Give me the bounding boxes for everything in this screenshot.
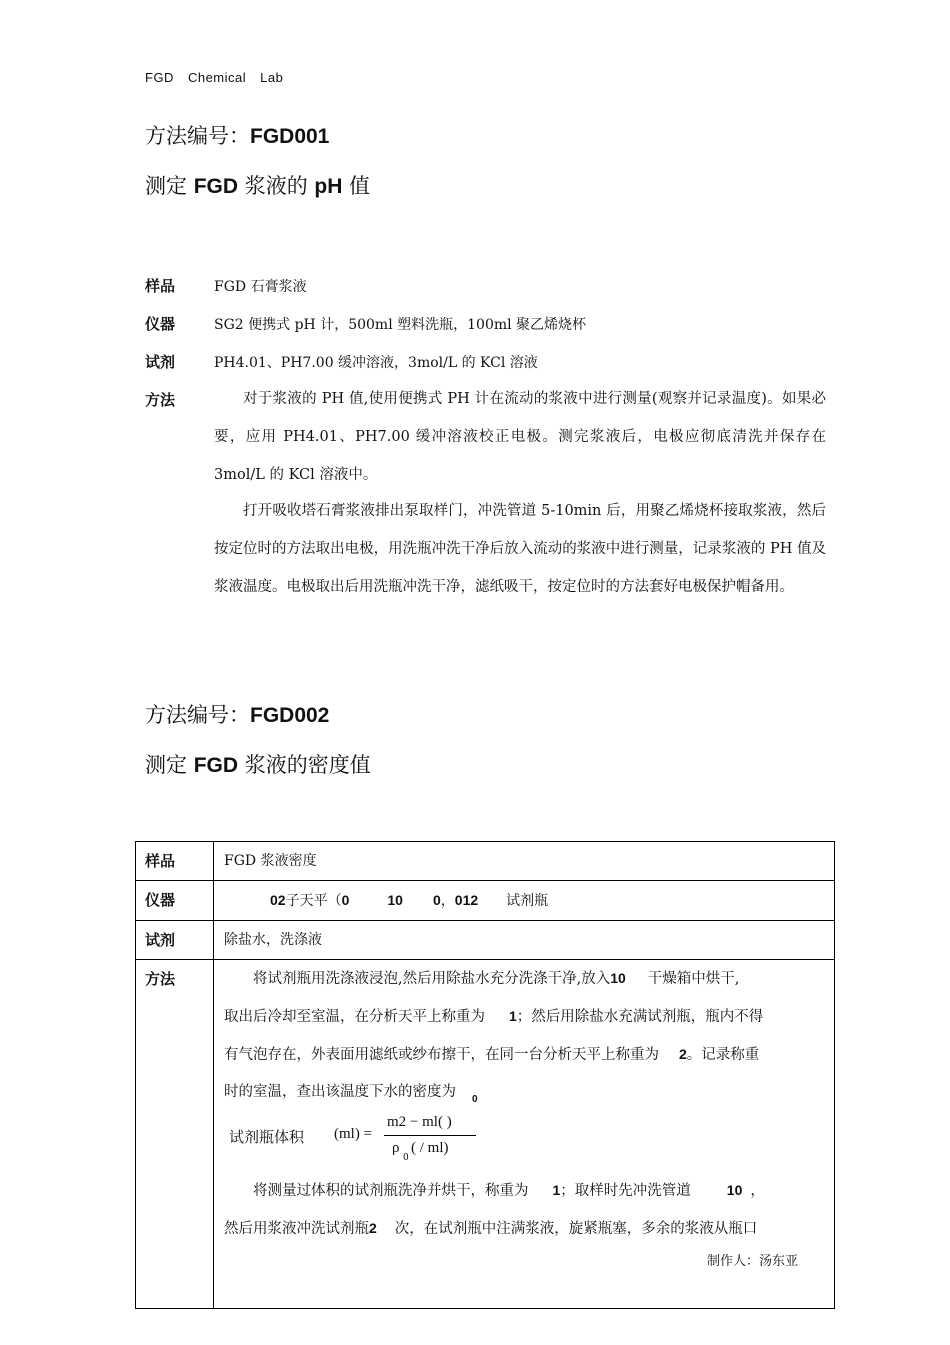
instr-part: ， bbox=[440, 893, 455, 909]
header-word: Lab bbox=[260, 70, 284, 85]
method-line bbox=[224, 1074, 826, 1118]
header-word: FGD bbox=[145, 70, 174, 85]
text-span: 将试剂瓶用洗涤液浸泡,然后用除盐水充分洗涤干净,放入 bbox=[253, 971, 611, 987]
method1-subtitle bbox=[145, 170, 370, 200]
method2-code: FGD002 bbox=[250, 704, 330, 727]
method1-reagent-value: PH4.01、PH7.00 缓冲溶液，3mol/L 的 KCl 溶液 bbox=[214, 355, 538, 371]
table-row bbox=[136, 881, 835, 921]
subtitle-part: FGD bbox=[193, 175, 239, 198]
method2-instrument-value bbox=[214, 881, 835, 921]
table-row bbox=[136, 921, 835, 960]
method1-sample-label: 样品 bbox=[145, 277, 176, 295]
text-span: 次，在试剂瓶中注满浆液，旋紧瓶塞，多余的浆液从瓶口 bbox=[394, 1221, 758, 1237]
subtitle-part: 测定 bbox=[145, 753, 194, 777]
instr-part: 10 bbox=[387, 892, 403, 908]
method1-code-title bbox=[145, 120, 329, 150]
text-span: 然后用浆液冲洗试剂瓶 bbox=[224, 1221, 369, 1237]
instr-part: 试剂瓶 bbox=[506, 893, 549, 909]
method1-code: FGD001 bbox=[250, 125, 330, 148]
method2-method-label: 方法 bbox=[136, 960, 214, 1309]
text-span: 有气泡存在，外表面用滤纸或纱布擦干，在同一台分析天平上称重为 bbox=[224, 1047, 659, 1063]
text-span: ；然后用除盐水充满试剂瓶，瓶内不得 bbox=[516, 1009, 764, 1025]
text-span: 10 bbox=[726, 1182, 743, 1198]
text-span: 。记录称重 bbox=[686, 1047, 760, 1063]
formula-subscript: 0 bbox=[403, 1153, 409, 1163]
method2-code-prefix: 方法编号： bbox=[145, 703, 250, 727]
formula-denominator: ( / ml) bbox=[411, 1140, 449, 1156]
formula-lhs: (ml) = bbox=[334, 1126, 373, 1142]
method1-code-prefix: 方法编号： bbox=[145, 124, 250, 148]
instr-part: 子天平（ bbox=[285, 893, 342, 909]
subtitle-part: 值 bbox=[342, 174, 371, 198]
table-row bbox=[136, 842, 835, 881]
method-line bbox=[224, 998, 826, 1036]
text-span: ；取样时先冲洗管道 bbox=[560, 1183, 691, 1199]
method2-code-title bbox=[145, 699, 329, 729]
method-line bbox=[224, 1036, 826, 1074]
method2-sample-value: FGD 浆液密度 bbox=[214, 842, 835, 881]
method1-method-label: 方法 bbox=[145, 391, 176, 409]
method2-subtitle bbox=[145, 749, 371, 779]
text-span: 0 bbox=[472, 1094, 478, 1105]
text-span: 2 bbox=[679, 1046, 687, 1062]
method2-sample-label: 样品 bbox=[136, 842, 214, 881]
subtitle-part: FGD bbox=[193, 754, 239, 777]
subtitle-part: pH bbox=[314, 175, 343, 198]
method1-sample-value: FGD 石膏浆液 bbox=[214, 279, 307, 295]
formula-numerator: m2 − ml( ) bbox=[387, 1114, 452, 1130]
fraction-bar bbox=[384, 1135, 476, 1136]
header-word: Chemical bbox=[187, 70, 247, 85]
instr-part: 0 bbox=[454, 892, 463, 908]
method1-paragraph-2: 打开吸收塔石膏浆液排出泵取样门，冲洗管道 5-10min 后，用聚乙烯烧杯接取浆液，然后按定位时的方法取出电极，用洗瓶冲洗干净后放入流动的浆液中进行测量，记录浆液的 PH 值及浆液温度。电极取出后用洗瓶冲洗干净，滤纸吸干，按定位时的方法套好电极保护帽备用。 bbox=[214, 503, 826, 595]
method1-instrument-label: 仪器 bbox=[145, 315, 176, 333]
instr-part: 2 bbox=[277, 892, 286, 908]
method2-spec-table bbox=[135, 841, 835, 1309]
text-span: 将测量过体积的试剂瓶洗净并烘干，称重为 bbox=[253, 1183, 529, 1199]
formula-rho: ρ bbox=[392, 1140, 400, 1156]
subtitle-part: 浆液的 bbox=[238, 174, 315, 198]
formula-label: 试剂瓶体积 bbox=[229, 1128, 305, 1146]
method2-reagent-label: 试剂 bbox=[136, 921, 214, 960]
method-line bbox=[224, 960, 826, 998]
page-header bbox=[145, 70, 297, 85]
text-span: 1 bbox=[509, 1008, 517, 1024]
method-line bbox=[224, 1172, 826, 1210]
method2-instrument-label: 仪器 bbox=[136, 881, 214, 921]
subtitle-part: 浆液的密度值 bbox=[238, 753, 371, 777]
subtitle-part: 测定 bbox=[145, 174, 194, 198]
instr-part: 0 bbox=[341, 892, 350, 908]
instr-part: 12 bbox=[462, 892, 479, 908]
method-line bbox=[224, 1210, 826, 1248]
text-span: 取出后冷却至室温，在分析天平上称重为 bbox=[224, 1009, 485, 1025]
author-footer: 制作人：汤东亚 bbox=[707, 1254, 799, 1269]
method1-instrument-value: SG2 便携式 pH 计，500ml 塑料洗瓶，100ml 聚乙烯烧杯 bbox=[214, 317, 587, 333]
text-span: 10 bbox=[610, 970, 626, 986]
text-span: 干燥箱中烘干, bbox=[647, 971, 740, 987]
volume-formula bbox=[224, 1114, 826, 1172]
text-span: ， bbox=[750, 1183, 765, 1199]
method1-paragraph-1: 对于浆液的 PH 值,使用便携式 PH 计在流动的浆液中进行测量(观察并记录温度)。如果必要，应用 PH4.01、PH7.00 缓冲溶液校正电极。测完浆液后，电极应彻底清洗并保存在 3mol/L 的 KCl 溶液中。 bbox=[214, 391, 826, 483]
text-span: 1 bbox=[552, 1182, 561, 1198]
text-span: 时的室温，查出该温度下水的密度为 bbox=[224, 1084, 456, 1100]
instr-part: 0 bbox=[432, 892, 441, 908]
text-span: 2 bbox=[369, 1220, 377, 1236]
method1-reagent-label: 试剂 bbox=[145, 353, 176, 371]
method2-reagent-value: 除盐水，洗涤液 bbox=[214, 921, 835, 960]
instr-part: 0 bbox=[270, 892, 278, 908]
